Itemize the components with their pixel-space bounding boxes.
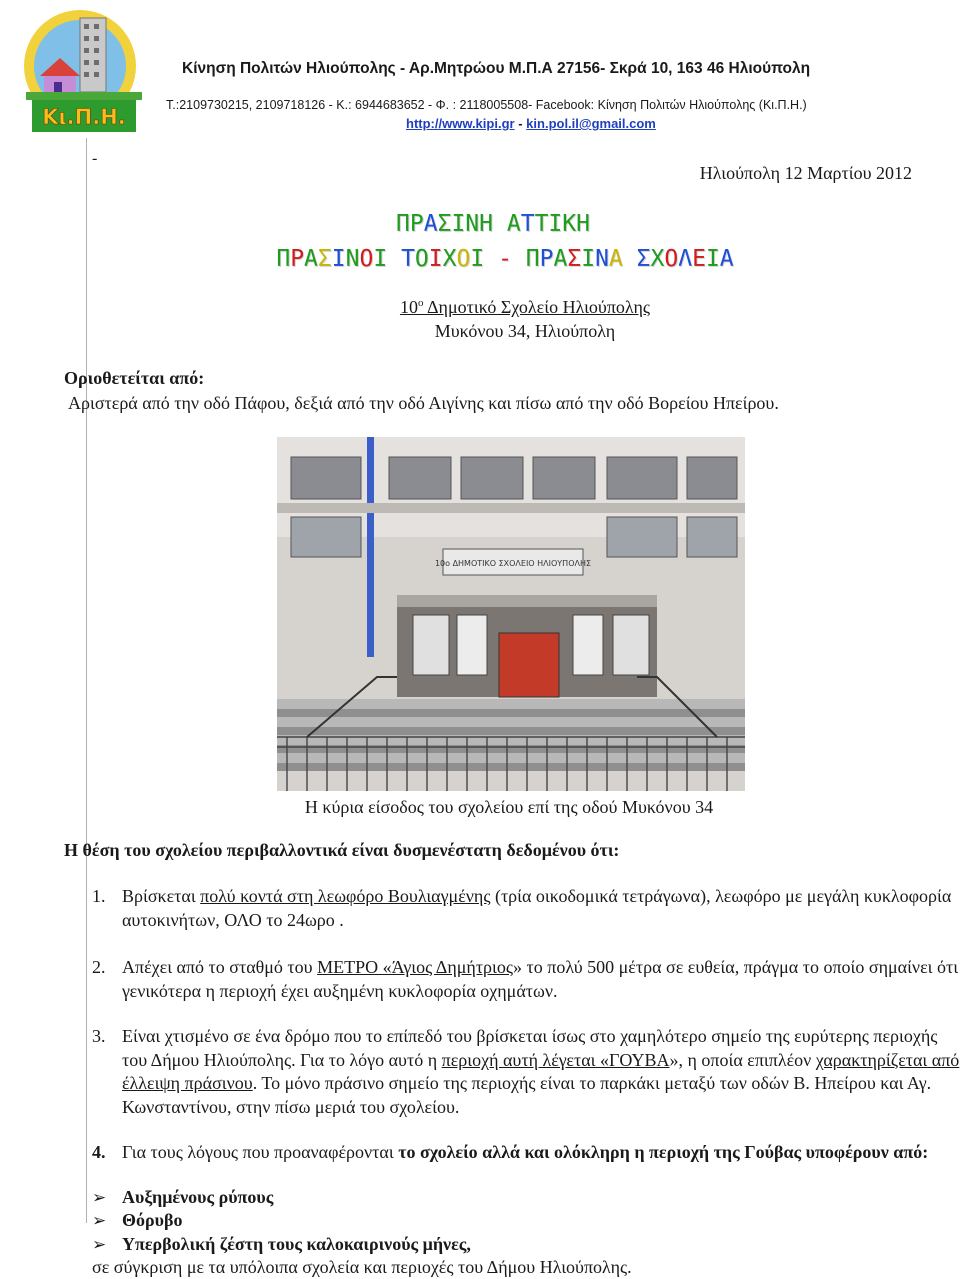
bullet-item: ➢ Αυξημένους ρύπους	[92, 1187, 274, 1208]
document-date: Ηλιούπολη 12 Μαρτίου 2012	[699, 163, 912, 183]
school-entrance-image	[277, 437, 745, 791]
svg-text:Κι.Π.Η.: Κι.Π.Η.	[42, 105, 126, 129]
arrow-bullet-icon: ➢	[92, 1235, 107, 1255]
website-link[interactable]: http://www.kipi.gr	[406, 116, 515, 131]
organization-logo	[18, 6, 154, 138]
arrow-bullet-icon: ➢	[92, 1211, 107, 1231]
closing-line: σε σύγκριση με τα υπόλοιπα σχολεία και περιοχές του Δήμου Ηλιούπολης.	[92, 1257, 632, 1277]
bullet-item: ➢ Θόρυβο	[92, 1210, 183, 1231]
boundaries-label: Οριοθετείται από:	[64, 368, 205, 388]
email-link[interactable]: kin.pol.il@gmail.com	[526, 116, 656, 131]
logo-icon	[18, 6, 154, 138]
list-item: 4. Για τους λόγους που προαναφέρονται το σχολείο αλλά και ολόκληρη η περιοχή της Γούβας υποφέρουν από:	[96, 1141, 960, 1165]
boundaries-text: Αριστερά από την οδό Πάφου, δεξιά από την οδό Αιγίνης και πίσω από την οδό Βορείου Ηπείρου.	[68, 393, 779, 413]
org-contacts: Τ.:2109730215, 2109718126 - Κ.: 6944683652 - Φ. : 2118005508- Facebook: Κίνηση Πολιτών Ηλιούπολης (Κι.Π.Η.)	[166, 98, 807, 112]
title-green-walls-schools: ΠΡΑΣΙΝΟΙ ΤΟΙΧΟΙ - ΠΡΑΣΙΝΑ ΣΧΟΛΕΙΑ	[276, 246, 734, 272]
title-green-attica: ΠΡΑΣΙΝΗ ΑΤΤΙΚΗ	[396, 211, 590, 237]
item-number: 2.	[92, 957, 106, 977]
item-number: 4.	[92, 1142, 106, 1162]
school-sign-text: 10ο ΔΗΜΟΤΙΚΟ ΣΧΟΛΕΙΟ ΗΛΙΟΥΠΟΛΗΣ	[434, 559, 592, 568]
list-item: 2. Απέχει από το σταθμό του ΜΕΤΡΟ «Άγιος Δημήτριος» το πολύ 500 μέτρα σε ευθεία, πράγμα το οποίο σημαίνει ότι γενικότερα η περιοχή έχει αυξημένη κυκλοφορία οχημάτων.	[92, 957, 959, 1001]
intro-statement: Η θέση του σχολείου περιβαλλοντικά είναι δυσμενέστατη δεδομένου ότι:	[64, 840, 620, 860]
item-number: 3.	[92, 1026, 106, 1046]
item-number: 1.	[92, 886, 106, 906]
dash-mark: -	[92, 150, 98, 167]
school-photo	[277, 437, 745, 791]
school-name: $10^o$ Δημοτικό Σχολείο Ηλιούπολης	[399, 297, 651, 317]
list-item: 3. Είναι χτισμένο σε ένα δρόμο που το επίπεδό του βρίσκεται ίσως στο χαμηλότερο σημείο της ευρύτερης περιοχής του Δήμου Ηλιούπολης. Για το λόγο αυτό η περιοχή αυτή λέγεται «ΓΟΥΒΑ», η οποία επιπλέον χαρακτηρίζεται από έλλειψη πράσινου. Το μόνο πράσινο σημείο της περιοχής είναι το παρκάκι μεταξύ των οδών Β. Ηπείρου και Αγ. Κωνσταντίνου, στην πίσω μεριά του σχολείου.	[92, 1026, 960, 1117]
link-separator: -	[518, 116, 523, 131]
photo-caption: Η κύρια είσοδος του σχολείου επί της οδού Μυκόνου 34	[304, 797, 714, 817]
list-item: 1. Βρίσκεται πολύ κοντά στη λεωφόρο Βουλιαγμένης (τρία οικοδομικά τετράγωνα), λεωφόρο με μεγάλη κυκλοφορία αυτοκινήτων, ΟΛΟ το 24ωρο .	[92, 886, 952, 930]
arrow-bullet-icon: ➢	[92, 1188, 107, 1208]
org-links	[406, 116, 656, 131]
bullet-item: ➢ Υπερβολική ζέστη τους καλοκαιρινούς μήνες,	[92, 1234, 471, 1255]
school-address: Μυκόνου 34, Ηλιούπολη	[434, 321, 616, 341]
org-name-address: Κίνηση Πολιτών Ηλιούπολης - Αρ.Μητρώου Μ.Π.Α 27156- Σκρά 10, 163 46 Ηλιούπολη	[182, 60, 811, 77]
